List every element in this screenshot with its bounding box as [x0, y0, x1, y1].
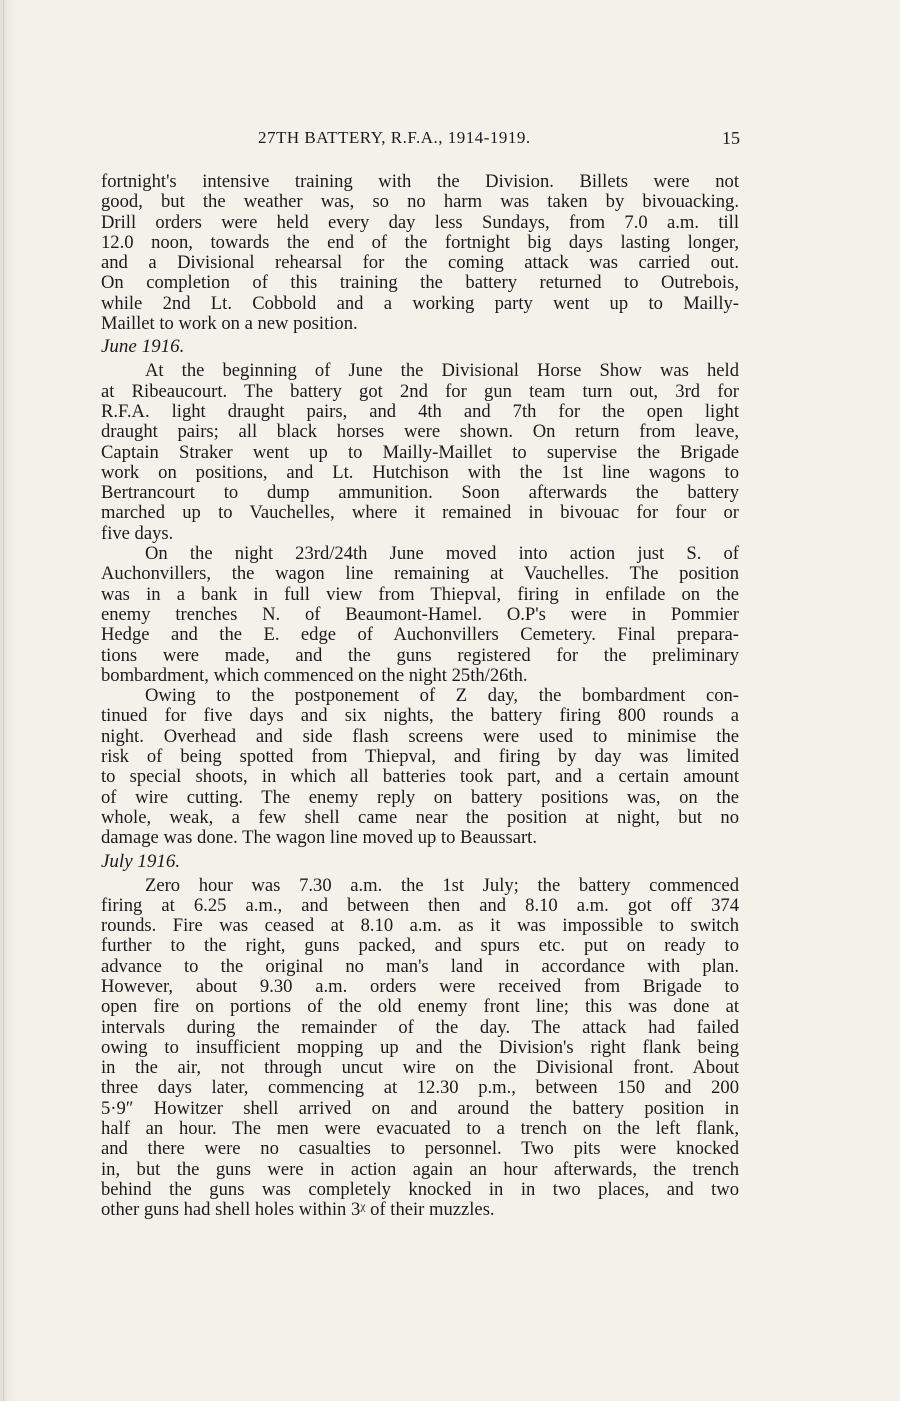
text-line: at Ribeaucourt. The battery got 2nd for gun team turn out, 3rd for: [101, 380, 739, 402]
text-line: in, but the guns were in action again an hour afterwards, the trench: [101, 1158, 739, 1180]
text-line: advance to the original no man's land in accordance with plan.: [101, 955, 739, 977]
section-heading-july: July 1916.: [101, 850, 181, 872]
text-line: Owing to the postponement of Z day, the bombardment con-: [145, 685, 739, 707]
text-line: 12.0 noon, towards the end of the fortnight big days lasting longer,: [101, 231, 739, 253]
text-line: Drill orders were held every day less Sundays, from 7.0 a.m. till: [101, 211, 739, 233]
text-line: Captain Straker went up to Mailly-Maillet to supervise the Brigade: [101, 441, 739, 463]
running-head: 27TH BATTERY, R.F.A., 1914-1919.: [258, 128, 531, 147]
text-line: of wire cutting. The enemy reply on battery positions was, on the: [101, 786, 739, 808]
text-line: Bertrancourt to dump ammunition. Soon afterwards the battery: [101, 482, 739, 504]
text-line: R.F.A. light draught pairs, and 4th and 7th for the open light: [101, 400, 739, 422]
text-line: five days.: [101, 522, 174, 544]
text-line: work on positions, and Lt. Hutchison with the 1st line wagons to: [101, 461, 739, 483]
page-gutter: [3, 0, 4, 1401]
text-line: while 2nd Lt. Cobbold and a working party went up to Mailly-: [101, 292, 739, 314]
text-line: At the beginning of June the Divisional Horse Show was held: [145, 360, 739, 382]
page-number: 15: [722, 128, 740, 148]
text-line: tinued for five days and six nights, the battery firing 800 rounds a: [101, 705, 739, 727]
text-line: owing to insufficient mopping up and the Division's right flank being: [101, 1036, 739, 1058]
text-line: enemy trenches N. of Beaumont-Hamel. O.P's were in Pommier: [101, 603, 739, 625]
text-line: damage was done. The wagon line moved up to Beaussart.: [101, 827, 537, 849]
text-line: whole, weak, a few shell came near the position at night, but no: [101, 806, 739, 828]
text-line: draught pairs; all black horses were shown. On return from leave,: [101, 421, 739, 443]
text-line: bombardment, which commenced on the night 25th/26th.: [101, 664, 528, 686]
text-line: marched up to Vauchelles, where it remained in bivouac for four or: [101, 502, 739, 524]
text-line: 5·9″ Howitzer shell arrived on and around the battery position in: [101, 1097, 739, 1119]
text-line: firing at 6.25 a.m., and between then and 8.10 a.m. got off 374: [101, 894, 739, 916]
text-line: in the air, not through uncut wire on the Divisional front. About: [101, 1057, 739, 1079]
section-heading-june: June 1916.: [101, 336, 185, 358]
text-line: and a Divisional rehearsal for the coming attack was carried out.: [101, 252, 739, 274]
page-header: [100, 128, 740, 156]
text-line: However, about 9.30 a.m. orders were received from Brigade to: [101, 975, 739, 997]
text-line: was in a bank in full view from Thiepval, firing in enfilade on the: [101, 583, 739, 605]
text-line: On the night 23rd/24th June moved into action just S. of: [145, 543, 739, 565]
text-line: to special shoots, in which all batteries took part, and a certain amount: [101, 766, 739, 788]
text-line: risk of being spotted from Thiepval, and firing by day was limited: [101, 746, 739, 768]
text-line: open fire on portions of the old enemy front line; this was done at: [101, 996, 739, 1018]
text-line: three days later, commencing at 12.30 p.m., between 150 and 200: [101, 1077, 739, 1099]
text-line: intervals during the remainder of the day. The attack had failed: [101, 1016, 739, 1038]
text-line: rounds. Fire was ceased at 8.10 a.m. as it was impossible to switch: [101, 915, 739, 937]
text-line: tions were made, and the guns registered for the preliminary: [101, 644, 739, 666]
text-line: Maillet to work on a new position.: [101, 313, 358, 335]
text-line: Zero hour was 7.30 a.m. the 1st July; the battery commenced: [145, 874, 739, 896]
text-line: further to the right, guns packed, and spurs etc. put on ready to: [101, 935, 739, 957]
text-line: Auchonvillers, the wagon line remaining at Vauchelles. The position: [101, 563, 739, 585]
text-line: On completion of this training the battery returned to Outrebois,: [101, 272, 739, 294]
text-line: other guns had shell holes within 3ᵡ of their muzzles.: [101, 1199, 495, 1221]
body-text: [101, 172, 739, 1221]
text-line: fortnight's intensive training with the Division. Billets were not: [101, 171, 739, 192]
text-line: night. Overhead and side flash screens were used to minimise the: [101, 725, 739, 747]
text-line: behind the guns was completely knocked in in two places, and two: [101, 1178, 739, 1200]
text-line: good, but the weather was, so no harm was taken by bivouacking.: [101, 191, 739, 213]
text-line: half an hour. The men were evacuated to a trench on the left flank,: [101, 1118, 739, 1140]
text-line: and there were no casualties to personnel. Two pits were knocked: [101, 1138, 739, 1160]
text-line: Hedge and the E. edge of Auchonvillers Cemetery. Final prepara-: [101, 624, 739, 646]
